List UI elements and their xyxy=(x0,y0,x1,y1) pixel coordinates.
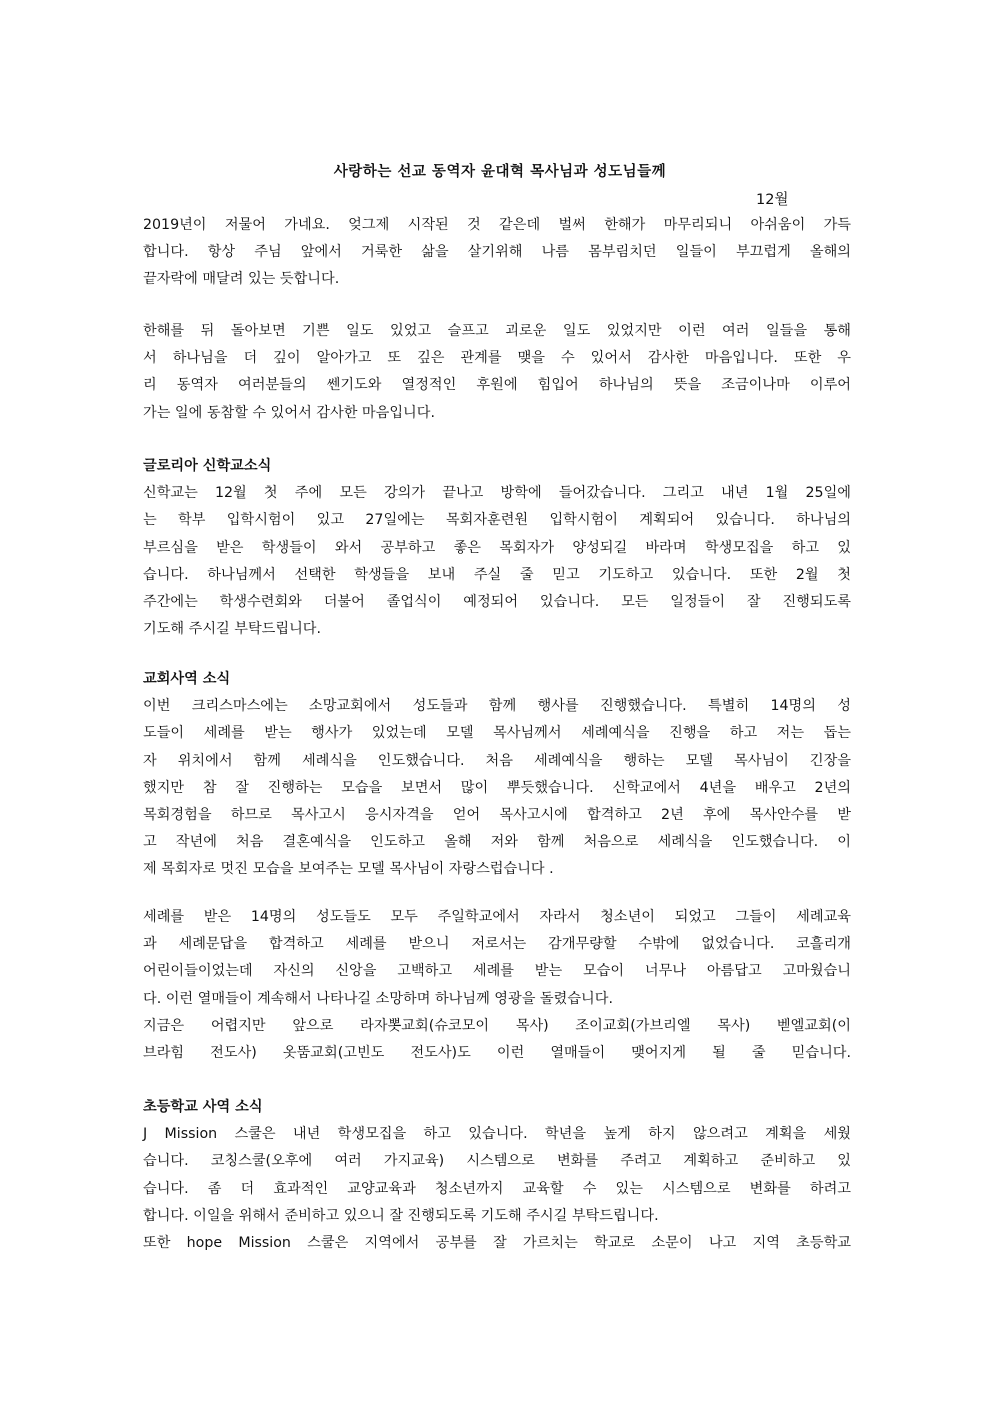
text-line: 습니다. 좀 더 효과적인 교양교육과 청소년까지 교육할 수 있는 시스템으로 변화를 하려고 xyxy=(143,1180,851,1197)
paragraph-greeting xyxy=(143,212,851,294)
letter-date: 12월 xyxy=(756,192,789,208)
text-line: 고 작년에 처음 결혼예식을 인도하고 올해 저와 함께 처음으로 세례식을 인도했습니다. 이 xyxy=(143,834,851,851)
text-line: 는 학부 입학시험이 있고 27일에는 목회자훈련원 입학시험이 계획되어 있습니다. 하나님의 xyxy=(143,512,851,529)
section-heading: 교회사역 소식 xyxy=(143,671,231,687)
section-heading: 초등학교 사역 소식 xyxy=(143,1099,263,1115)
text-line: 브라힘 전도사) 옷뚬교회(고빈도 전도사)도 이런 열매들이 맺어지게 될 줄 믿습니다. xyxy=(143,1044,851,1061)
text-line: 합니다. 이일을 위해서 준비하고 있으니 잘 진행되도록 기도해 주시길 부탁드립니다. xyxy=(143,1207,659,1224)
section-school-news xyxy=(143,1094,851,1257)
section-seminary-news xyxy=(143,453,851,643)
paragraph-baptism xyxy=(143,904,851,1067)
paragraph-reflection xyxy=(143,318,851,427)
text-line: 습니다. 코칭스쿨(오후에 여러 가지교육) 시스템으로 변화를 주려고 계획하고 준비하고 있 xyxy=(143,1153,851,1170)
text-line: 서 하나님을 더 깊이 알아가고 또 깊은 관계를 맺을 수 있어서 감사한 마음입니다. 또한 우 xyxy=(143,350,851,367)
text-line: 부르심을 받은 학생들이 와서 공부하고 좋은 목회자가 양성되길 바라며 학생모집을 하고 있 xyxy=(143,539,851,556)
text-line: 주간에는 학생수련회와 더불어 졸업식이 예정되어 있습니다. 모든 일정들이 잘 진행되도록 xyxy=(143,593,851,610)
text-line: 세례를 받은 14명의 성도들도 모두 주일학교에서 자라서 청소년이 되었고 그들이 세례교육 xyxy=(143,909,851,925)
text-line: 한해를 뒤 돌아보면 기쁜 일도 있었고 슬프고 괴로운 일도 있었지만 이런 여러 일들을 통해 xyxy=(143,323,851,339)
letter-title: 사랑하는 선교 동역자 윤대혁 목사님과 성도님들께 xyxy=(333,164,667,180)
section-heading: 글로리아 신학교소식 xyxy=(143,458,272,474)
text-line: 도들이 세례를 받는 행사가 있었는데 모델 목사님께서 세례예식을 진행을 하고 저는 돕는 xyxy=(143,725,851,742)
text-line: 했지만 참 잘 진행하는 모습을 보면서 많이 뿌듯했습니다. 신학교에서 4년을 배우고 2년의 xyxy=(143,779,851,796)
text-line: 합니다. 항상 주님 앞에서 거룩한 삶을 살기위해 나름 몸부림치던 일들이 부끄럽게 올해의 xyxy=(143,244,851,261)
text-line: 끝자락에 매달려 있는 듯합니다. xyxy=(143,271,340,288)
text-line: 가는 일에 동참할 수 있어서 감사한 마음입니다. xyxy=(143,404,435,421)
text-line: 또한 hope Mission 스쿨은 지역에서 공부를 잘 가르치는 학교로 소문이 나고 지역 초등학교 xyxy=(143,1234,851,1251)
text-line: 어린이들이었는데 자신의 신앙을 고백하고 세례를 받는 모습이 너무나 아름답고 고마웠습니 xyxy=(143,963,851,980)
text-line: J Mission 스쿨은 내년 학생모집을 하고 있습니다. 학년을 높게 하지 않으려고 계획을 세웠 xyxy=(143,1126,851,1143)
text-line: 과 세례문답을 합격하고 세례를 받으니 저로서는 감개무량할 수밖에 없었습니다. 코흘리개 xyxy=(143,936,851,953)
text-line: 기도해 주시길 부탁드립니다. xyxy=(143,621,321,638)
section-church-news xyxy=(143,666,851,884)
text-line: 습니다. 하나님께서 선택한 학생들을 보내 주실 줄 믿고 기도하고 있습니다. 또한 2월 첫 xyxy=(143,566,851,583)
text-line: 자 위치에서 함께 세례식을 인도했습니다. 처음 세례예식을 행하는 모델 목사님이 긴장을 xyxy=(143,752,851,769)
text-line: 신학교는 12월 첫 주에 모든 강의가 끝나고 방학에 들어갔습니다. 그리고 내년 1월 25일에 xyxy=(143,485,851,502)
text-line: 2019년이 저물어 가네요. 엊그제 시작된 것 같은데 벌써 한해가 마무리되니 아쉬움이 가득 xyxy=(143,217,851,233)
text-line: 제 목회자로 멋진 모습을 보여주는 모델 목사님이 자랑스럽습니다 . xyxy=(143,861,554,878)
text-line: 목회경험을 하므로 목사고시 응시자격을 얻어 목사고시에 합격하고 2년 후에 목사안수를 받 xyxy=(143,806,851,823)
text-line: 다. 이런 열매들이 계속해서 나타나길 소망하며 하나님께 영광을 돌렸습니다. xyxy=(143,990,613,1007)
text-line: 이번 크리스마스에는 소망교회에서 성도들과 함께 행사를 진행했습니다. 특별히 14명의 성 xyxy=(143,698,851,715)
text-line: 리 동역자 여러분들의 쎈기도와 열정적인 후원에 힘입어 하나님의 뜻을 조금이나마 이루어 xyxy=(143,377,851,394)
text-line: 지금은 어렵지만 앞으로 라자뽓교회(슈코모이 목사) 조이교회(가브리엘 목사) 벧엘교회(이 xyxy=(143,1017,851,1034)
